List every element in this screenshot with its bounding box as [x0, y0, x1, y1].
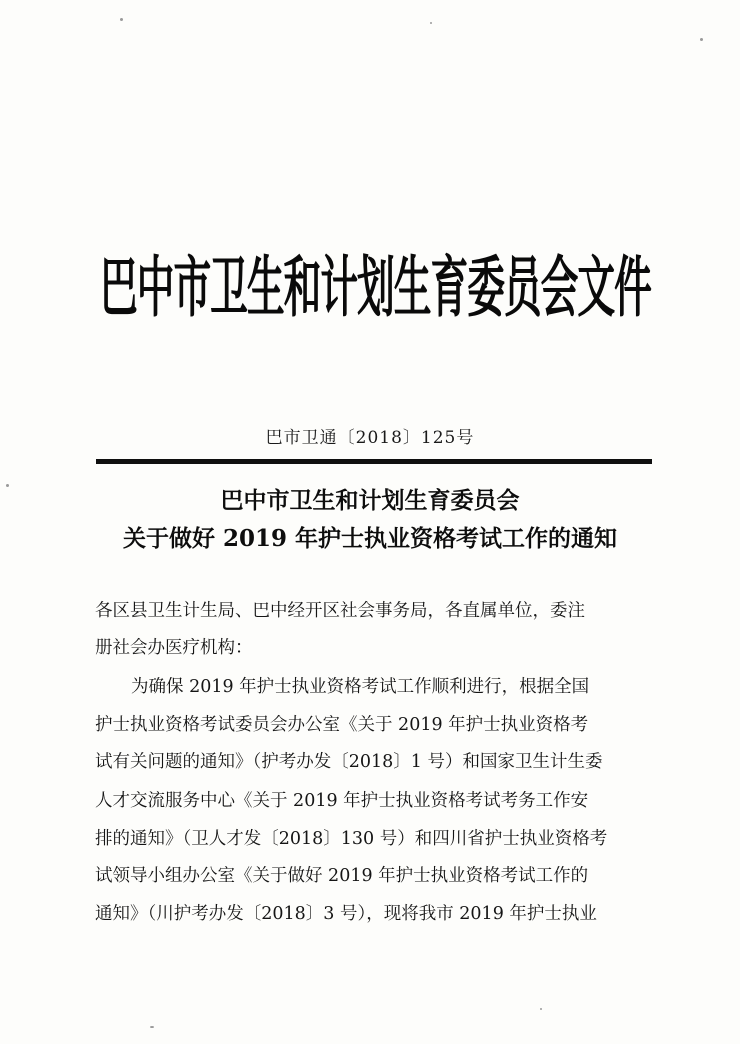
- body-line-paragraph-start: 为确保 2019 年护士执业资格考试工作顺利进行，根据全国: [131, 677, 590, 697]
- body-line: 排的通知》（卫人才发〔2018〕130 号）和四川省护士执业资格考: [95, 829, 608, 849]
- header-divider-rule: [96, 459, 652, 464]
- notice-title-line-2: 关于做好 2019 年护士执业资格考试工作的通知: [122, 525, 618, 552]
- scan-speck: [120, 18, 123, 21]
- body-line: 护士执业资格考试委员会办公室《关于 2019 年护士执业资格考: [95, 715, 589, 735]
- notice-title-line-1: 巴中市卫生和计划生育委员会: [220, 487, 520, 514]
- scan-speck: [430, 22, 432, 24]
- body-line: 通知》（川护考办发〔2018〕3 号），现将我市 2019 年护士执业: [95, 904, 597, 924]
- scan-speck: [150, 1026, 154, 1028]
- body-line: 试领导小组办公室《关于做好 2019 年护士执业资格考试工作的: [95, 866, 589, 886]
- body-line: 人才交流服务中心《关于 2019 年护士执业资格考试考务工作安: [95, 791, 589, 811]
- scan-speck: [700, 38, 703, 41]
- body-line: 试有关问题的通知》（护考办发〔2018〕1 号）和国家卫生计生委: [95, 752, 603, 772]
- body-line-addressee: 各区县卫生计生局、巴中经开区社会事务局，各直属单位，委注: [95, 601, 585, 621]
- document-header-title: 巴中市卫生和计划生育委员会文件: [100, 248, 651, 326]
- document-number: 巴市卫通〔2018〕125号: [265, 428, 475, 448]
- scan-speck: [540, 1008, 542, 1010]
- body-line-addressee-cont: 册社会办医疗机构：: [95, 638, 253, 658]
